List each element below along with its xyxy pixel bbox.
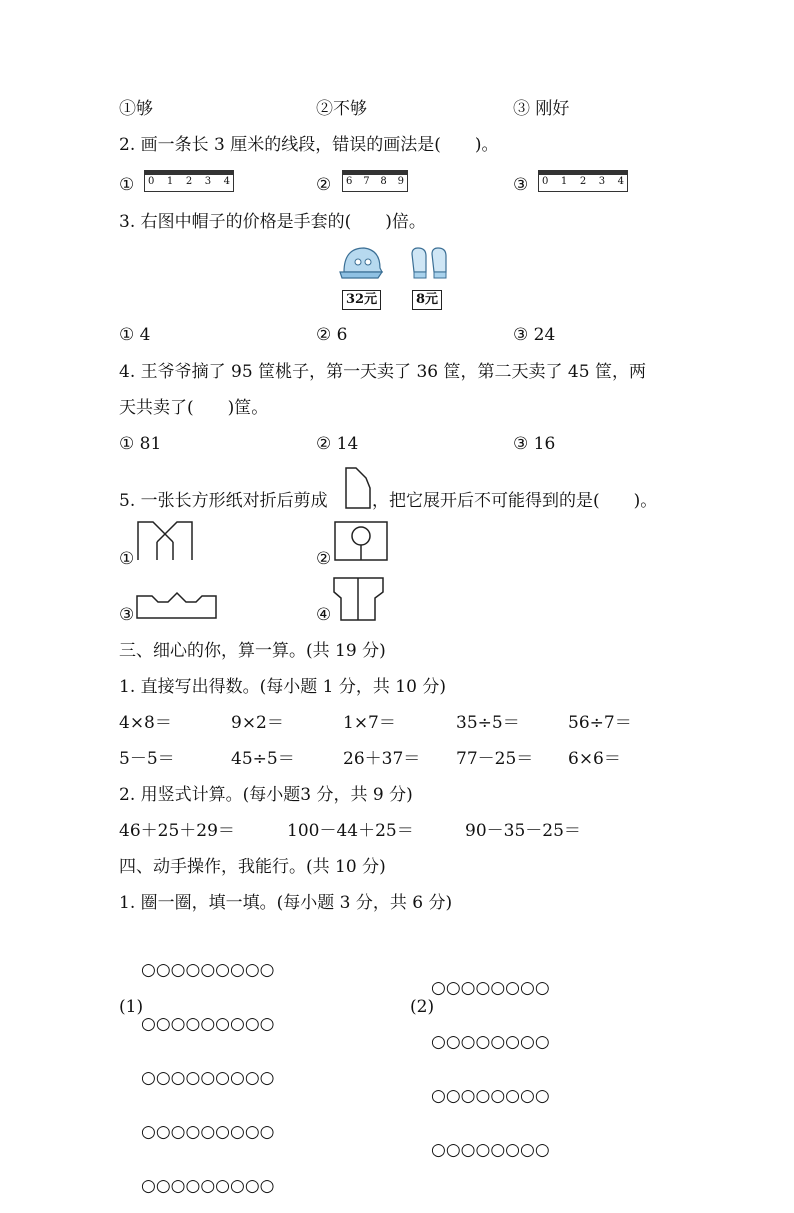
q4-option-2: ② 14 xyxy=(316,434,359,454)
circle-row: ○○○○○○○○○ xyxy=(141,1068,275,1088)
section4-sub1: 1. 圈一圈，填一填。(每小题 3 分，共 6 分) xyxy=(119,893,453,913)
q3-option-2: ② 6 xyxy=(316,325,348,345)
ruler-3-tick: 2 xyxy=(579,176,587,187)
ruler-1-tick: 3 xyxy=(204,176,212,187)
vertical-calc-2: 100－44＋25＝ xyxy=(287,821,414,841)
q1-option-3: ③ 刚好 xyxy=(513,99,570,119)
q2-label-3: ③ xyxy=(513,175,529,195)
shape-option-1 xyxy=(137,520,193,562)
cap-price: 32元 xyxy=(342,290,381,310)
ruler-2 xyxy=(342,170,408,192)
shape-option-3 xyxy=(136,590,218,620)
shape-option-4 xyxy=(333,576,385,622)
ruler-3-tick: 1 xyxy=(560,176,568,187)
circle-grid-1 xyxy=(141,925,275,1213)
q5-stem-b: ，把它展开后不可能得到的是( )。 xyxy=(372,491,658,511)
q2-label-2: ② xyxy=(316,175,332,195)
calc-3: 1×7＝ xyxy=(343,713,396,733)
q4-stem-line1: 4. 王爷爷摘了 95 筐桃子，第一天卖了 36 筐，第二天卖了 45 筐，两 xyxy=(119,362,646,382)
q4-stem-line2: 天共卖了( )筐。 xyxy=(119,398,269,418)
calc-8: 26＋37＝ xyxy=(343,749,421,769)
circle-row: ○○○○○○○○ xyxy=(431,1140,550,1160)
ruler-3-tick: 0 xyxy=(542,176,549,187)
section3-sub1: 1. 直接写出得数。(每小题 1 分，共 10 分) xyxy=(119,677,446,697)
calc-4: 35÷5＝ xyxy=(456,713,520,733)
ruler-2-tick: 6 xyxy=(346,176,353,187)
calc-10: 6×6＝ xyxy=(568,749,621,769)
q3-option-1: ① 4 xyxy=(119,325,151,345)
circle-row: ○○○○○○○○○ xyxy=(141,1176,275,1196)
folded-cut-shape xyxy=(342,466,376,510)
calc-6: 5－5＝ xyxy=(119,749,175,769)
ruler-2-tick: 9 xyxy=(397,176,404,187)
q3-option-3: ③ 24 xyxy=(513,325,556,345)
q1-option-1: ①够 xyxy=(119,99,153,119)
ruler-2-tick: 8 xyxy=(380,176,387,187)
circle-grid-2 xyxy=(431,943,550,1177)
q2-stem: 2. 画一条长 3 厘米的线段，错误的画法是( )。 xyxy=(119,135,499,155)
gloves-price: 8元 xyxy=(412,290,442,310)
gloves-icon xyxy=(408,246,452,282)
q4-option-3: ③ 16 xyxy=(513,434,556,454)
ruler-1 xyxy=(144,170,234,192)
circle-row: ○○○○○○○○ xyxy=(431,978,550,998)
circle-row: ○○○○○○○○○ xyxy=(141,1014,275,1034)
cap-icon xyxy=(338,242,384,284)
calc-1: 4×8＝ xyxy=(119,713,172,733)
section3-sub2: 2. 用竖式计算。(每小题3 分，共 9 分) xyxy=(119,785,413,805)
q3-stem: 3. 右图中帽子的价格是手套的( )倍。 xyxy=(119,212,426,232)
ruler-1-tick: 2 xyxy=(185,176,193,187)
calc-9: 77－25＝ xyxy=(456,749,534,769)
q2-label-1: ① xyxy=(119,175,135,195)
q5-label-1: ① xyxy=(119,549,135,569)
ruler-1-tick: 0 xyxy=(148,176,155,187)
q4-option-1: ① 81 xyxy=(119,434,162,454)
vertical-calc-1: 46＋25＋29＝ xyxy=(119,821,235,841)
circle-row: ○○○○○○○○○ xyxy=(141,1122,275,1142)
part2-label: (2) xyxy=(410,997,435,1017)
circle-row: ○○○○○○○○ xyxy=(431,1032,550,1052)
ruler-3-tick: 4 xyxy=(617,176,624,187)
shape-option-2 xyxy=(334,520,388,562)
q5-label-2: ② xyxy=(316,549,332,569)
vertical-calc-3: 90－35－25＝ xyxy=(465,821,581,841)
ruler-2-tick: 7 xyxy=(363,176,370,187)
part1-label: (1) xyxy=(119,997,144,1017)
section4-title: 四、动手操作，我能行。(共 10 分) xyxy=(119,857,386,877)
q5-stem-a: 5. 一张长方形纸对折后剪成 xyxy=(119,491,328,511)
q5-label-3: ③ xyxy=(119,605,135,625)
calc-5: 56÷7＝ xyxy=(568,713,632,733)
ruler-3-tick: 3 xyxy=(598,176,606,187)
q1-option-2: ②不够 xyxy=(316,99,367,119)
ruler-3 xyxy=(538,170,628,192)
ruler-1-tick: 1 xyxy=(166,176,174,187)
section3-title: 三、细心的你，算一算。(共 19 分) xyxy=(119,641,386,661)
calc-2: 9×2＝ xyxy=(231,713,284,733)
ruler-1-tick: 4 xyxy=(223,176,230,187)
circle-row: ○○○○○○○○ xyxy=(431,1086,550,1106)
calc-7: 45÷5＝ xyxy=(231,749,295,769)
circle-row: ○○○○○○○○○ xyxy=(141,960,275,980)
q5-label-4: ④ xyxy=(316,605,332,625)
